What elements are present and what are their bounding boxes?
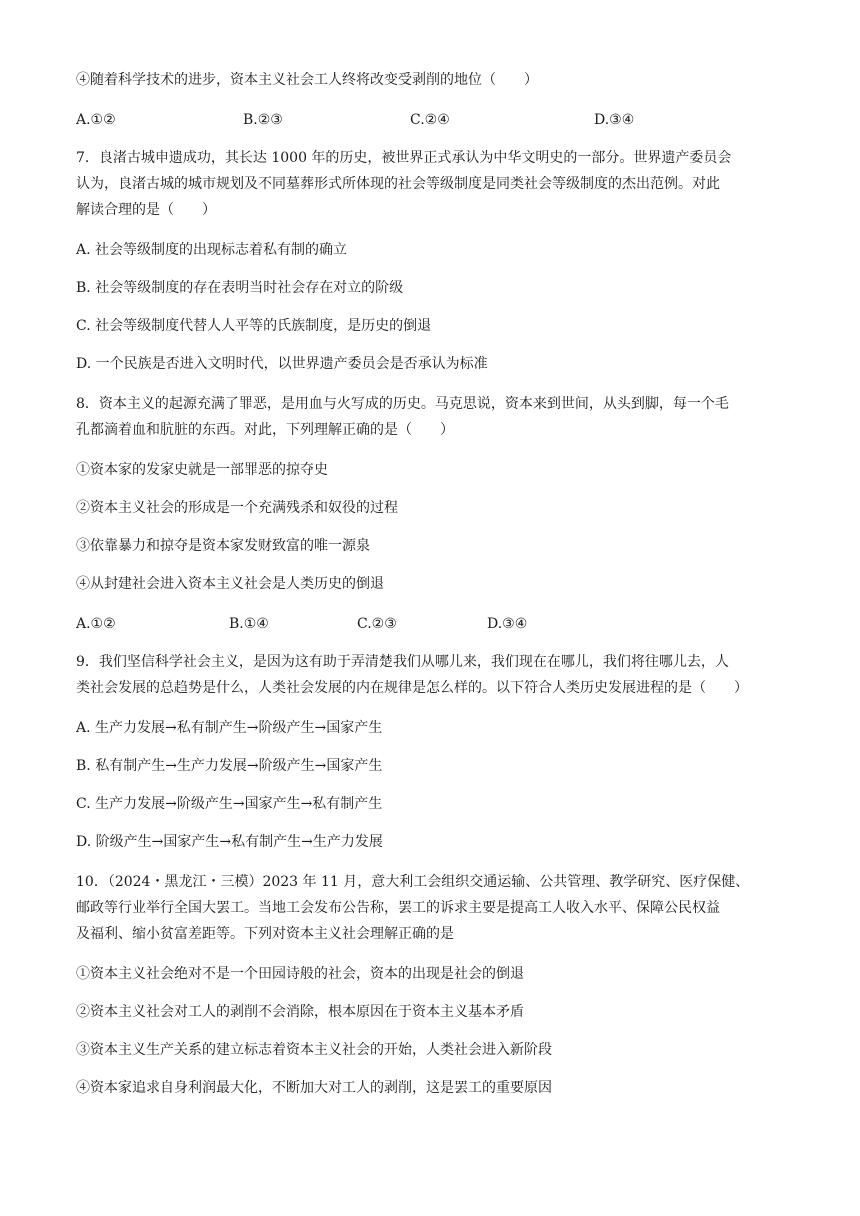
q10-item-2: ②资本主义社会对工人的剥削不会消除，根本原因在于资本主义基本矛盾: [76, 1004, 524, 1020]
q8-stem-line-1: 8．资本主义的起源充满了罪恶，是用血与火写成的历史。马克思说，资本来到世间，从头到脚，每一个毛: [76, 396, 729, 412]
q6-option-d: D.③④: [594, 112, 635, 128]
q8-option-b: B.①④: [229, 616, 269, 632]
q6-option-b: B.②③: [243, 112, 283, 128]
q9-option-b: B. 私有制产生→生产力发展→阶级产生→国家产生: [76, 758, 383, 774]
q7-stem-line-3: 解读合理的是（ ）: [76, 202, 216, 218]
q8-item-1: ①资本家的发家史就是一部罪恶的掠夺史: [76, 462, 328, 478]
q7-option-d: D. 一个民族是否进入文明时代，以世界遗产委员会是否承认为标准: [76, 356, 488, 372]
q8-stem-line-2: 孔都滴着血和肮脏的东西。对此，下列理解正确的是（ ）: [76, 422, 454, 438]
q8-item-3: ③依靠暴力和掠夺是资本家发财致富的唯一源泉: [76, 538, 370, 554]
q9-stem-line-2: 类社会发展的总趋势是什么，人类社会发展的内在规律是怎么样的。以下符合人类历史发展进程的是（ ）: [76, 680, 748, 696]
q10-stem-line-2: 邮政等行业举行全国大罢工。当地工会发布公告称，罢工的诉求主要是提高工人收入水平、保障公民权益: [76, 900, 720, 916]
q7-option-b: B. 社会等级制度的存在表明当时社会存在对立的阶级: [76, 280, 404, 296]
q7-option-c: C. 社会等级制度代替人人平等的氏族制度，是历史的倒退: [76, 318, 432, 334]
q8-option-a: A.①②: [76, 616, 116, 632]
q6-option-a: A.①②: [76, 112, 116, 128]
q10-item-3: ③资本主义生产关系的建立标志着资本主义社会的开始，人类社会进入新阶段: [76, 1042, 552, 1058]
q8-option-c: C.②③: [357, 616, 397, 632]
q6-item-4: ④随着科学技术的进步，资本主义社会工人终将改变受剥削的地位（ ）: [76, 72, 538, 88]
q8-option-d: D.③④: [487, 616, 528, 632]
q6-options: [0, 110, 860, 130]
q9-stem-line-1: 9．我们坚信科学社会主义，是因为这有助于弄清楚我们从哪儿来，我们现在在哪儿，我们将往哪儿去，人: [76, 654, 729, 670]
q8-options: [0, 614, 860, 634]
q8-item-2: ②资本主义社会的形成是一个充满残杀和奴役的过程: [76, 500, 398, 516]
q9-option-d: D. 阶级产生→国家产生→私有制产生→生产力发展: [76, 834, 383, 850]
q8-item-4: ④从封建社会进入资本主义社会是人类历史的倒退: [76, 576, 384, 592]
q10-stem-line-1: 10．（2024・黑龙江・三模）2023 年 11 月，意大利工会组织交通运输、公共管理、教学研究、医疗保健、: [76, 874, 750, 890]
q7-stem-line-1: 7．良渚古城申遗成功，其长达 1000 年的历史，被世界正式承认为中华文明史的一部分。世界遗产委员会: [76, 150, 732, 166]
q10-item-1: ①资本主义社会绝对不是一个田园诗般的社会，资本的出现是社会的倒退: [76, 966, 524, 982]
q6-option-c: C.②④: [410, 112, 450, 128]
q10-stem-line-3: 及福利、缩小贫富差距等。下列对资本主义社会理解正确的是: [76, 926, 454, 942]
q9-option-c: C. 生产力发展→阶级产生→国家产生→私有制产生: [76, 796, 383, 812]
q10-item-4: ④资本家追求自身利润最大化，不断加大对工人的剥削，这是罢工的重要原因: [76, 1080, 552, 1096]
q9-option-a: A. 生产力发展→私有制产生→阶级产生→国家产生: [76, 720, 383, 736]
q7-option-a: A. 社会等级制度的出现标志着私有制的确立: [76, 242, 348, 258]
q7-stem-line-2: 认为，良渚古城的城市规划及不同墓葬形式所体现的社会等级制度是同类社会等级制度的杰出范例。对此: [76, 176, 720, 192]
